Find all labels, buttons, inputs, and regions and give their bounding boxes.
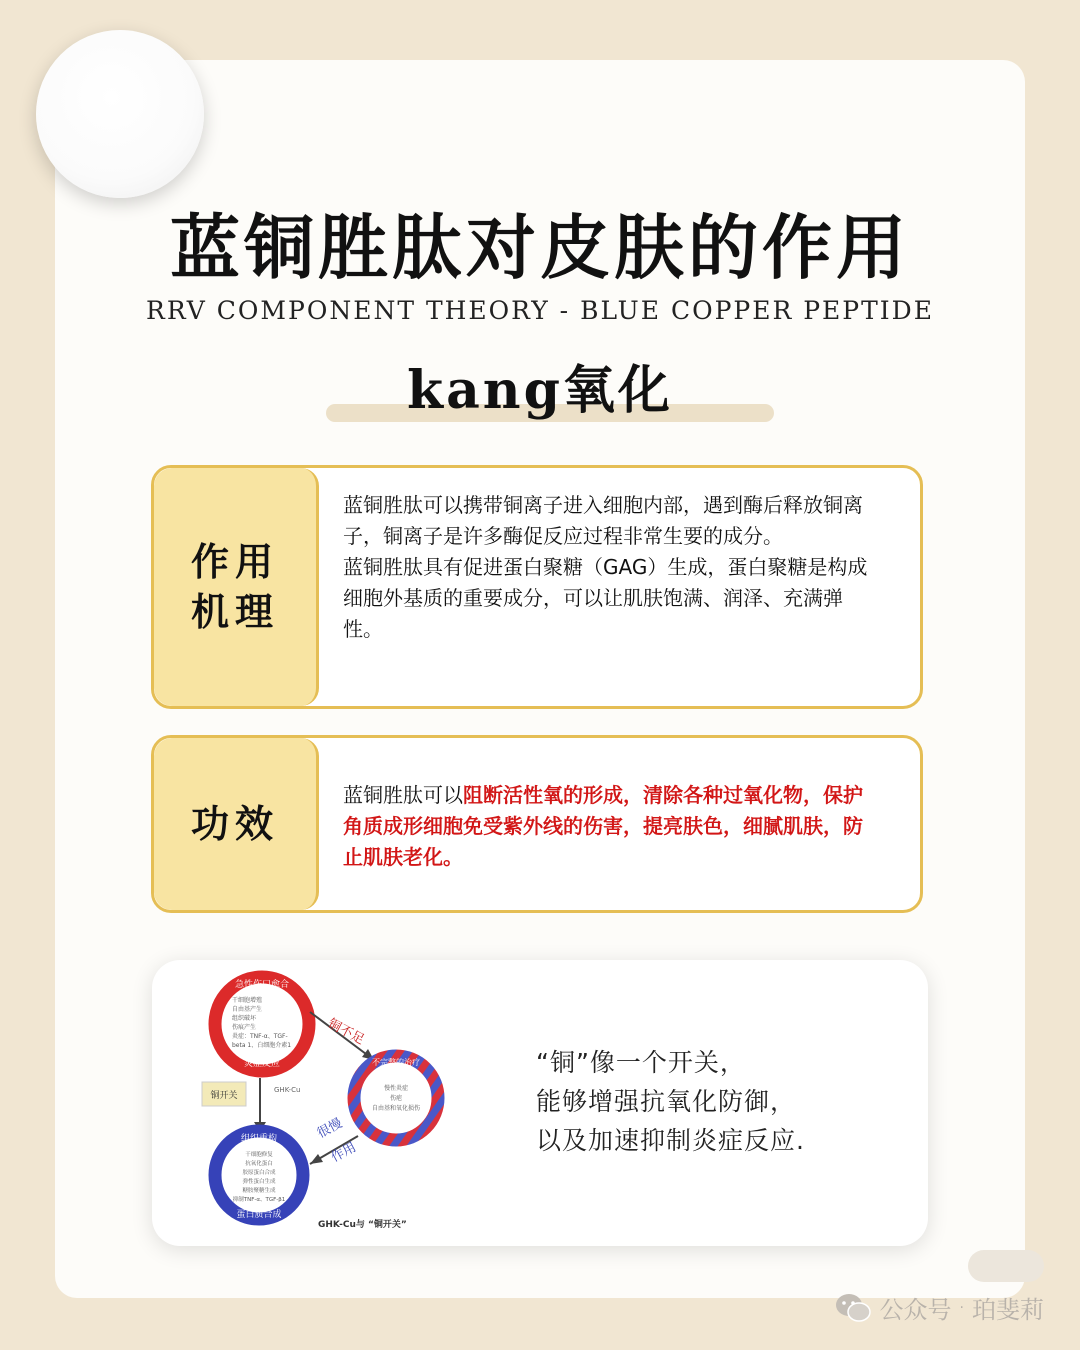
bottom-circle-line: 胶原蛋白合成 — [242, 1170, 276, 1176]
footer-badge — [968, 1250, 1044, 1282]
diagram-card — [152, 960, 928, 1246]
mid-circle-line: 伤疤 — [389, 1095, 403, 1102]
mechanism-paragraph-2: 蓝铜胜肽具有促进蛋白聚糖（GAG）生成，蛋白聚糖是构成细胞外基质的重要成分，可以让肌肤饱满、润泽、充满弹性。 — [343, 555, 868, 641]
bottom-circle-label: 组织重构 — [240, 1134, 278, 1144]
top-circle-line: beta 1、白细胞介素1 — [232, 1042, 292, 1049]
bottom-circle-line: 糖胺聚糖生成 — [242, 1188, 276, 1194]
bottom-circle-line: 弹性蛋白生成 — [242, 1179, 276, 1185]
mechanism-paragraph-1: 蓝铜胜肽可以携带铜离子进入细胞内部，遇到酶后释放铜离子，铜离子是许多酶促反应过程非常生要的成分。 — [343, 493, 863, 548]
bottom-circle-line: 抑制TNF-α、TGF-β1 — [232, 1197, 286, 1203]
mechanism-box — [151, 465, 923, 709]
top-circle-line: 自由基产生 — [232, 1006, 263, 1013]
top-circle-line: 伤痕产生 — [232, 1024, 257, 1031]
mechanism-text — [343, 490, 882, 645]
diagram-caption — [536, 1043, 805, 1160]
mid-circle-label: 不完整的治疗 — [372, 1058, 420, 1067]
footer-prefix: 公众号 — [879, 1296, 952, 1324]
effect-text-highlight: 阻断活性氧的形成，清除各种过氧化物，保护角质成形细胞免受紫外线的伤害，提亮肤色，细腻肌肤，防止肌肤老化。 — [343, 783, 863, 869]
top-circle-line: 组织破坏 — [232, 1015, 257, 1022]
section-title: kang氧化 — [407, 360, 673, 421]
mid-circle-line: 自由基和氧化损伤 — [371, 1105, 421, 1112]
caption-line: “铜”像一个开关， — [536, 1048, 746, 1077]
low-copper-label: 铜不足 — [325, 1016, 367, 1048]
top-circle-bottom: 炎症反应 — [243, 1059, 281, 1069]
wechat-icon — [834, 1292, 872, 1324]
mechanism-label: 作用 机理 — [154, 468, 319, 706]
footer-watermark — [834, 1290, 1044, 1325]
effect-box — [151, 735, 923, 913]
effect-text-plain: 蓝铜胜肽可以 — [343, 783, 463, 807]
arrow-icon — [310, 1154, 323, 1164]
page-subtitle: RRV COMPONENT THEORY - BLUE COPPER PEPTIDE — [146, 296, 934, 325]
top-circle-label: 急性伤口愈合 — [234, 980, 290, 990]
effect-label: 功效 — [154, 738, 319, 910]
footer-account-name: 珀斐莉 — [972, 1296, 1044, 1324]
decorative-circle — [36, 30, 204, 198]
switch-label: 铜开关 — [210, 1091, 238, 1101]
acute-wound-circle — [215, 977, 309, 1071]
top-circle-line: 干细胞增殖 — [232, 997, 263, 1004]
footer-separator: · — [959, 1299, 964, 1316]
caption-line: 以及加速抑制炎症反应. — [536, 1126, 805, 1155]
bottom-circle-line: 抗氧化蛋白 — [245, 1161, 273, 1167]
effect-text — [343, 780, 882, 873]
slow-label-1: 很慢 — [314, 1116, 345, 1142]
ghk-label: GHK-Cu — [274, 1086, 301, 1094]
mid-circle-line: 慢性炎症 — [383, 1085, 409, 1092]
bottom-circle-bottom: 蛋白质合成 — [236, 1210, 282, 1220]
caption-line: 能够增强抗氧化防御， — [536, 1087, 797, 1116]
bottom-circle-line: 干细胞修复 — [245, 1152, 273, 1158]
page-title: 蓝铜胜肽对皮肤的作用 — [170, 206, 910, 289]
figure-caption: GHK-Cu与 “铜开关” — [318, 1220, 407, 1230]
slow-label-2: 作用 — [328, 1140, 359, 1166]
top-circle-line: 炎症：TNF-α、TGF- — [232, 1033, 288, 1040]
